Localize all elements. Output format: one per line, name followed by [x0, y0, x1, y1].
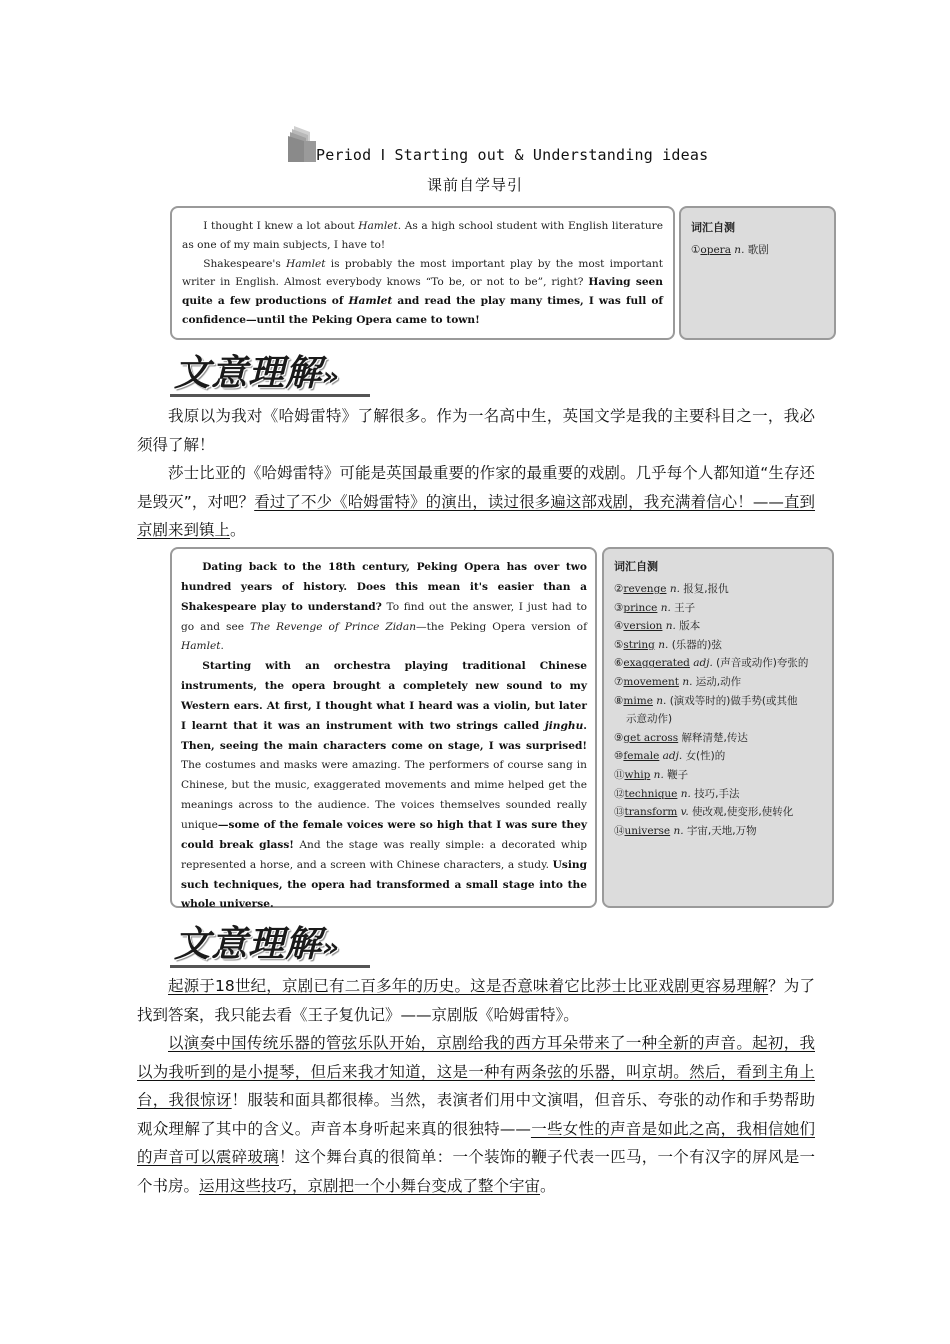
vocab-item: ⑦movement n. 运动,动作 — [614, 675, 742, 688]
english-passage-box — [170, 547, 597, 911]
english-passage-box — [170, 206, 675, 340]
vocab-list — [691, 241, 824, 260]
book-icon — [288, 124, 318, 162]
vocab-item: ⑤string n. (乐器的)弦 — [614, 638, 722, 651]
english-paragraph: Shakespeare's Hamlet is probably the most important play by the most important writer in English. Almost everybody knows “To be, or not to be”, right? Having seen quite a few productions of Hamlet and read the play many times, I was full of confidence—until the Peking Opera came to town! — [182, 257, 663, 326]
vocab-item: ⑪whip n. 鞭子 — [614, 768, 689, 781]
double-chevron-icon: » — [322, 933, 340, 963]
vocab-item: ⑫technique n. 技巧,手法 — [614, 787, 740, 800]
vocab-item: 示意动作) — [626, 713, 673, 726]
chinese-paragraph: 我原以为我对《哈姆雷特》了解很多。作为一名高中生，英国文学是我的主要科目之一，我必须得了解！ — [137, 407, 815, 454]
double-chevron-icon: » — [322, 362, 340, 392]
vocab-test-box — [602, 547, 834, 908]
english-paragraph: Dating back to the 18th century, Peking Opera has over two hundred years of history. Does this mean it's easier than a Shakespeare play to understand? To find out the answer, I just had to go and see The Revenge of Prince Zidan—the Peking Opera version of Hamlet. — [181, 561, 587, 653]
vocab-item: ⑨get across 解释清楚,传达 — [614, 731, 748, 744]
vocab-item: ⑥exaggerated adj. (声音或动作)夸张的 — [614, 657, 809, 670]
page-title: Period Ⅰ Starting out & Understanding ideas — [316, 146, 709, 164]
vocab-item: ⑩female adj. 女(性)的 — [614, 750, 726, 763]
vocab-item: ⑬transform v. 使改观,使变形,使转化 — [614, 806, 794, 819]
banner-underline — [170, 394, 370, 397]
english-paragraph: I thought I knew a lot about Hamlet. As a high school student with English literature as one of my main subjects, I have to! — [182, 220, 663, 251]
vocab-item: ⑧mime n. (演戏等时的)做手势(或其他 — [614, 694, 798, 707]
vocab-item: ②revenge n. 报复,报仇 — [614, 583, 729, 595]
chinese-translation — [137, 972, 815, 1200]
vocab-heading: 词汇自测 — [614, 560, 658, 573]
chinese-translation — [137, 402, 815, 545]
english-passage — [182, 217, 663, 330]
vocab-item: ③prince n. 王子 — [614, 601, 696, 614]
chinese-paragraph: 莎士比亚的《哈姆雷特》可能是英国最重要的作家的最重要的戏剧。几乎每个人都知道“生存还是毁灭”，对吧？看过了不少《哈姆雷特》的演出，读过很多遍这部戏剧，我充满着信心！——直到京剧来到镇上。 — [137, 464, 816, 539]
english-passage — [181, 558, 587, 915]
page-subtitle: 课前自学导引 — [426, 176, 523, 194]
chinese-paragraph: 以演奏中国传统乐器的管弦乐队开始，京剧给我的西方耳朵带来了一种全新的声音。起初，我以为我听到的是小提琴，但后来我才知道，这是一种有两条弦的乐器，叫京胡。然后，看到主角上台，我很惊讶！服装和面具都很棒。当然，表演者们用中文演唱，但音乐、夸张的动作和手势帮助观众理解了其中的含义。声音本身听起来真的很独特——一些女性的声音是如此之高，我相信她们的声音可以震碎玻璃！这个舞台真的很简单：一个装饰的鞭子代表一匹马，一个有汉字的屏风是一个书房。运用这些技巧，京剧把一个小舞台变成了整个宇宙。 — [137, 1034, 815, 1195]
chinese-paragraph: 起源于18世纪，京剧已有二百多年的历史。这是否意味着它比莎士比亚戏剧更容易理解？为了找到答案，我只能去看《王子复仇记》——京剧版《哈姆雷特》。 — [137, 977, 815, 1024]
section-banner: 文意理解» — [170, 345, 380, 397]
vocab-heading: 词汇自测 — [691, 221, 735, 234]
vocab-item: ⑭universe n. 宇宙,天地,万物 — [614, 824, 757, 837]
english-paragraph: Starting with an orchestra playing traditional Chinese instruments, the opera brought a completely new sound to my Western ears. At first, I thought what I heard was a violin, but later I learnt that it was an instrument with two strings called jinghu. Then, seeing the main characters come on stage, I was surprised! The costumes and masks were amazing. The performers of course sang in Chinese, but the music, exaggerated movements and mime helped get the meanings across to the audience. The voices themselves sounded really unique—some of the female voices were so high that I was sure they could break glass! And the stage was really simple: a decorated whip represented a horse, and a screen with Chinese characters, a study. Using such techniques, the opera had transformed a small stage into the whole universe. — [181, 660, 587, 911]
section-banner: 文意理解» — [170, 916, 380, 968]
vocab-item: ①opera n. 歌剧 — [691, 244, 769, 256]
vocab-test-box — [679, 206, 836, 340]
vocab-item: ④version n. 版本 — [614, 620, 701, 633]
vocab-list — [614, 580, 822, 840]
banner-underline — [170, 965, 370, 968]
